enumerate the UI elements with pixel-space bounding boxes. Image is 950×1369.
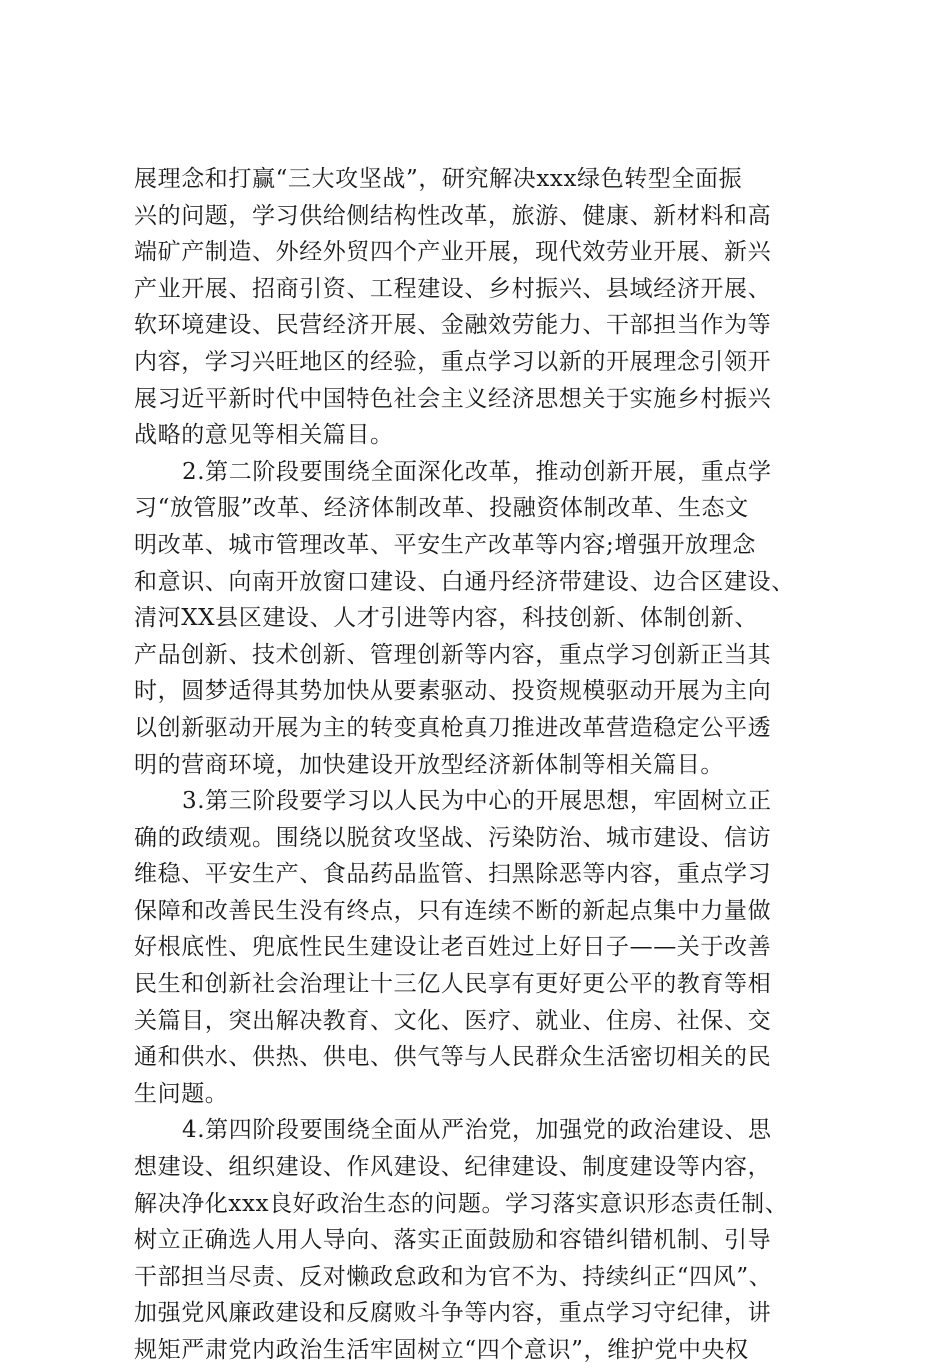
text-line: 明改革、城市管理改革、平安生产改革等内容;增强开放理念 bbox=[134, 531, 756, 558]
text-line: 干部担当尽责、反对懒政怠政和为官不为、持续纠正“四风”、 bbox=[134, 1263, 773, 1290]
text-line: 关篇目，突出解决教育、文化、医疗、就业、住房、社保、交 bbox=[134, 1007, 772, 1034]
text-line: 好根底性、兜底性民生建设让老百姓过上好日子——关于改善 bbox=[134, 934, 772, 961]
text-line: 端矿产制造、外经外贸四个产业开展，现代效劳业开展、新兴 bbox=[134, 239, 772, 266]
document-body-text bbox=[134, 161, 840, 1369]
text-line: 规矩严肃党内政治生活牢固树立“四个意识”，维护党中央权 bbox=[134, 1337, 749, 1363]
text-line: 通和供水、供热、供电、供气等与人民群众生活密切相关的民 bbox=[134, 1044, 772, 1071]
text-line: 想建设、组织建设、作风建设、纪律建设、制度建设等内容， bbox=[134, 1154, 772, 1181]
text-line: 习“放管服”改革、经济体制改革、投融资体制改革、生态文 bbox=[134, 495, 749, 522]
text-line: 树立正确选人用人导向、落实正面鼓励和容错纠错机制、引导 bbox=[134, 1227, 772, 1254]
text-line: 和意识、向南开放窗口建设、白通丹经济带建设、边合区建设、 bbox=[134, 568, 795, 595]
text-line: 软环境建设、民营经济开展、金融效劳能力、干部担当作为等 bbox=[134, 312, 772, 339]
text-line: 民生和创新社会治理让十三亿人民享有更好更公平的教育等相 bbox=[134, 971, 772, 998]
text-line: 时，圆梦适得其势加快从要素驱动、投资规模驱动开展为主向 bbox=[134, 678, 772, 705]
text-line: 生问题。 bbox=[134, 1080, 229, 1107]
text-line: 清河XX县区建设、人才引进等内容，科技创新、体制创新、 bbox=[134, 605, 758, 632]
text-line: 产业开展、招商引资、工程建设、乡村振兴、县域经济开展、 bbox=[134, 275, 772, 302]
paragraph-first-line: 3.第三阶段要学习以人民为中心的开展思想，牢固树立正 bbox=[182, 788, 772, 815]
text-line: 确的政绩观。围绕以脱贫攻坚战、污染防治、城市建设、信访 bbox=[134, 824, 772, 851]
text-line: 明的营商环境，加快建设开放型经济新体制等相关篇目。 bbox=[134, 751, 724, 778]
text-line: 维稳、平安生产、食品药品监管、扫黑除恶等内容，重点学习 bbox=[134, 861, 772, 888]
text-line: 战略的意见等相关篇目。 bbox=[134, 422, 394, 449]
text-line: 保障和改善民生没有终点，只有连续不断的新起点集中力量做 bbox=[134, 897, 772, 924]
text-line: 展习近平新时代中国特色社会主义经济思想关于实施乡村振兴 bbox=[134, 385, 772, 412]
text-line: 兴的问题，学习供给侧结构性改革，旅游、健康、新材料和高 bbox=[134, 202, 772, 229]
text-line: 解决净化xxx良好政治生态的问题。学习落实意识形态责任制、 bbox=[134, 1190, 789, 1217]
text-line: 展理念和打赢“三大攻坚战”，研究解决xxx绿色转型全面振 bbox=[134, 166, 743, 192]
text-line: 产品创新、技术创新、管理创新等内容，重点学习创新正当其 bbox=[134, 641, 772, 668]
text-line: 以创新驱动开展为主的转变真枪真刀推进改革营造稳定公平透 bbox=[134, 714, 772, 741]
text-line: 加强党风廉政建设和反腐败斗争等内容，重点学习守纪律，讲 bbox=[134, 1300, 772, 1327]
text-line: 内容，学习兴旺地区的经验，重点学习以新的开展理念引领开 bbox=[134, 348, 772, 375]
paragraph-first-line: 4.第四阶段要围绕全面从严治党，加强党的政治建设、思 bbox=[182, 1117, 772, 1144]
paragraph-first-line: 2.第二阶段要围绕全面深化改革，推动创新开展，重点学 bbox=[182, 458, 772, 485]
